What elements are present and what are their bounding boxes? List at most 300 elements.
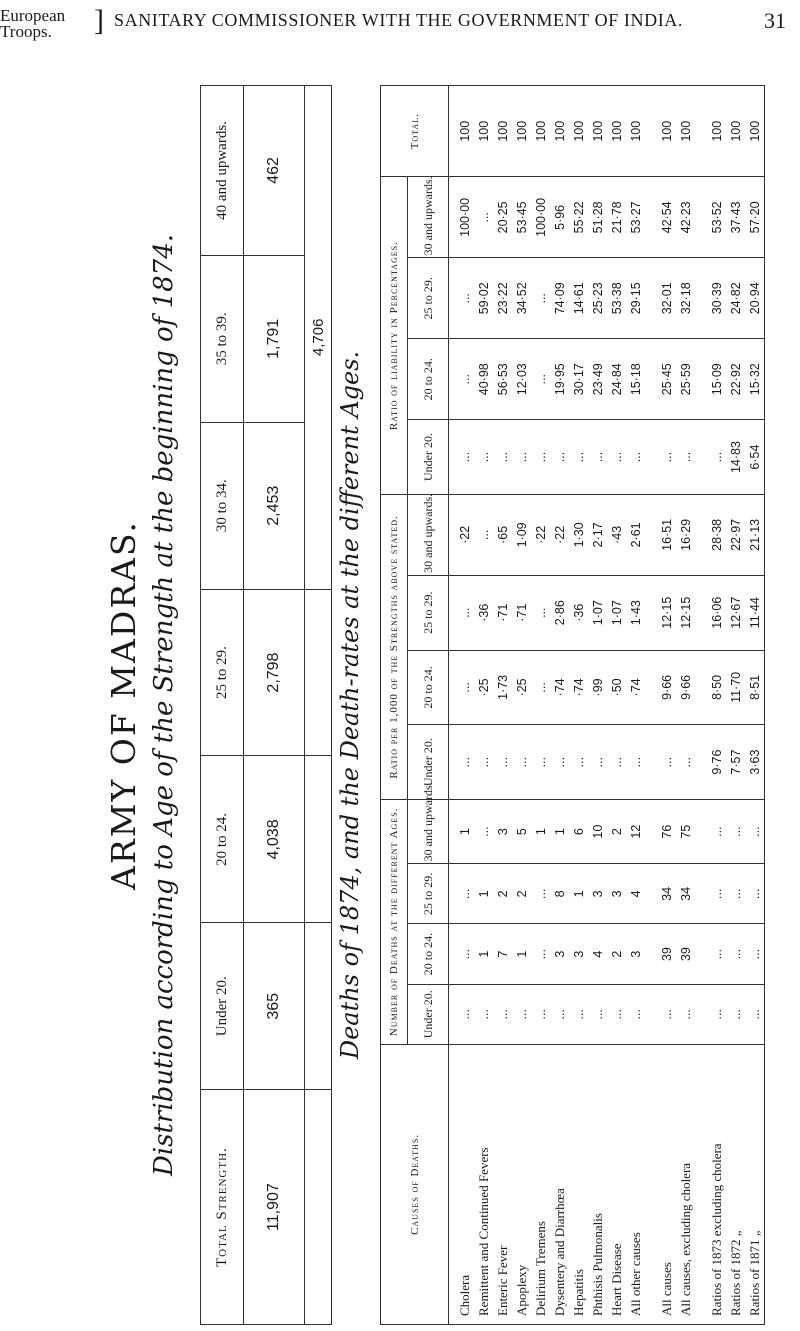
ratio-cell: 9·66 (676, 650, 695, 725)
total-cell: 100 (657, 86, 676, 177)
liability-cell: ... (455, 339, 474, 420)
liability-cell: 20·25 (493, 177, 512, 258)
total-cell: 100 (726, 86, 745, 177)
ratio-cell: ... (455, 650, 474, 725)
strength-20-24: 4,038 (244, 756, 305, 923)
liability-cell: ... (657, 420, 676, 495)
ratio-age-header: 25 to 29. (408, 575, 449, 650)
deaths-cell: ... (569, 984, 588, 1044)
table2-title: Deaths of 1874, and the Death-rates at the different Ages. (336, 350, 364, 1060)
ratio-cell: 16·51 (657, 494, 676, 575)
deaths-cell: ... (745, 799, 765, 863)
liability-cell: 22·92 (726, 339, 745, 420)
liability-cell: 5·96 (550, 177, 569, 258)
spacer-cell (645, 420, 657, 495)
liability-cell: ... (531, 258, 550, 339)
liability-cell: 53·27 (626, 177, 645, 258)
table-row (657, 86, 676, 1325)
deaths-cell: 2 (493, 864, 512, 924)
spacer-cell (695, 924, 707, 984)
total-cell: 100 (512, 86, 531, 177)
section-label (0, 8, 65, 40)
liability-cell: 100·00 (455, 177, 474, 258)
strength-header-total: Total Strength. (201, 1090, 244, 1325)
liability-cell: 14·83 (726, 420, 745, 495)
liability-cell: 15·09 (707, 339, 726, 420)
liability-cell: 6·54 (745, 420, 765, 495)
cause-label: Cholera (455, 1044, 474, 1324)
deaths-cell: 75 (676, 799, 695, 863)
deaths-cell: ... (726, 924, 745, 984)
spacer-cell (695, 494, 707, 575)
spacer-cell (695, 1044, 707, 1324)
deaths-cell: ... (455, 864, 474, 924)
cause-label: Apoplexy (512, 1044, 531, 1324)
deaths-cell: ... (707, 864, 726, 924)
spacer-cell (695, 984, 707, 1044)
total-cell: 100 (745, 86, 765, 177)
spacer-cell (695, 420, 707, 495)
ratio-cell: ·50 (607, 650, 626, 725)
ratio-cell: ·74 (550, 650, 569, 725)
ratio-cell: 2·17 (588, 494, 607, 575)
strength-table (200, 85, 332, 1325)
deaths-cell: ... (550, 984, 569, 1044)
ratio-cell: ... (588, 725, 607, 800)
cause-label: All causes, excluding cholera (676, 1044, 695, 1324)
spacer-cell (695, 177, 707, 258)
liability-cell: 25·23 (588, 258, 607, 339)
spacer-cell (695, 258, 707, 339)
ratio-cell: ·25 (512, 650, 531, 725)
liability-cell: 59·02 (474, 258, 493, 339)
spacer-cell (645, 924, 657, 984)
liability-cell: 29·15 (626, 258, 645, 339)
table-row (676, 86, 695, 1325)
liability-cell: ... (607, 420, 626, 495)
spacer-cell (645, 725, 657, 800)
deaths-table (380, 85, 765, 1325)
deaths-cell: ... (531, 984, 550, 1044)
deaths-age-header: 25 to 29. (408, 864, 449, 924)
spacer-cell (645, 177, 657, 258)
table-row (607, 86, 626, 1325)
deaths-cell: 12 (626, 799, 645, 863)
liability-cell: 25·45 (657, 339, 676, 420)
ratio-cell: 12·15 (676, 575, 695, 650)
deaths-group-header: Number of Deaths at the different Ages. (381, 799, 408, 1044)
cause-label: Enteric Fever (493, 1044, 512, 1324)
liability-cell: 57·20 (745, 177, 765, 258)
liability-cell: 15·32 (745, 339, 765, 420)
liability-cell: 24·82 (726, 258, 745, 339)
spacer-cell (695, 650, 707, 725)
liability-cell: 51·28 (588, 177, 607, 258)
ratio-cell: 22·97 (726, 494, 745, 575)
spacer-cell (645, 494, 657, 575)
ratio-cell: 12·15 (657, 575, 676, 650)
deaths-cell: 1 (474, 924, 493, 984)
spacer-cell (695, 799, 707, 863)
deaths-cell: 2 (607, 924, 626, 984)
liability-cell: ... (550, 420, 569, 495)
spacer-cell (695, 725, 707, 800)
liability-cell: ... (676, 420, 695, 495)
deaths-cell: ... (707, 984, 726, 1044)
deaths-cell: ... (707, 924, 726, 984)
strength-total: 11,907 (244, 1090, 305, 1325)
spacer-cell (695, 339, 707, 420)
liability-cell: 100·00 (531, 177, 550, 258)
table-row (474, 86, 493, 1325)
table1-title-block (104, 85, 179, 1325)
table-row (569, 86, 588, 1325)
deaths-cell: ... (531, 924, 550, 984)
ratio-cell: ... (474, 494, 493, 575)
total-cell: 100 (550, 86, 569, 177)
cause-label: Phthisis Pulmonalis (588, 1044, 607, 1324)
deaths-age-header: 20 to 24. (408, 924, 449, 984)
deaths-cell: ... (474, 984, 493, 1044)
ratio-cell: ·36 (474, 575, 493, 650)
deaths-cell: 39 (657, 924, 676, 984)
table-row (550, 86, 569, 1325)
table-row (745, 86, 765, 1325)
ratio-cell: ·43 (607, 494, 626, 575)
deaths-cell: ... (455, 984, 474, 1044)
ratio-cell: ·25 (474, 650, 493, 725)
total-cell: 100 (474, 86, 493, 177)
liability-cell: ... (626, 420, 645, 495)
liability-cell: ... (493, 420, 512, 495)
liability-cell: 20·94 (745, 258, 765, 339)
deaths-cell: 4 (588, 924, 607, 984)
ratio-cell: 1·43 (626, 575, 645, 650)
liability-cell: 42·23 (676, 177, 695, 258)
rotated-page-body (104, 85, 794, 1325)
cause-label: Ratios of 1873 excluding cholera (707, 1044, 726, 1324)
liability-cell: ... (455, 258, 474, 339)
liability-cell: 24·84 (607, 339, 626, 420)
ratio-cell: 7·57 (726, 725, 745, 800)
strength-30-34: 2,453 (244, 422, 305, 589)
ratio-cell: ·71 (493, 575, 512, 650)
section-brace: ] (94, 4, 104, 37)
liability-cell: ... (474, 177, 493, 258)
ratio-cell: ... (531, 650, 550, 725)
table-row (726, 86, 745, 1325)
deaths-cell: 2 (607, 799, 626, 863)
deaths-age-header: Under 20. (408, 984, 449, 1044)
ratio-cell: ... (531, 725, 550, 800)
cause-label: Delirium Tremens (531, 1044, 550, 1324)
deaths-cell: 1 (512, 924, 531, 984)
total-cell: 100 (607, 86, 626, 177)
ratio-cell: ... (512, 725, 531, 800)
deaths-cell: ... (512, 984, 531, 1044)
liability-group-header: Ratio of liability in Percentages. (381, 177, 408, 494)
deaths-cell: 3 (607, 864, 626, 924)
deaths-cell: 1 (550, 799, 569, 863)
strength-header-30-34: 30 to 34. (201, 422, 244, 589)
deaths-cell: 3 (588, 864, 607, 924)
strength-35-39: 1,791 (244, 255, 305, 422)
total-header: Total. (381, 86, 449, 177)
cause-label: All other causes (626, 1044, 645, 1324)
total-cell: 100 (676, 86, 695, 177)
spacer-cell (645, 1044, 657, 1324)
liability-cell: 42·54 (657, 177, 676, 258)
ratio-cell: ·36 (569, 575, 588, 650)
deaths-cell: 1 (474, 864, 493, 924)
ratio-cell: 21·13 (745, 494, 765, 575)
spacer-cell (695, 86, 707, 177)
deaths-cell: ... (588, 984, 607, 1044)
spacer-cell (645, 339, 657, 420)
ratio-cell: 1·73 (493, 650, 512, 725)
liability-cell: 30·39 (707, 258, 726, 339)
ratio-cell: 8·50 (707, 650, 726, 725)
ratio-cell: 9·66 (657, 650, 676, 725)
row-spacer (645, 86, 657, 1325)
ratio-cell: ... (550, 725, 569, 800)
cause-label: Dysentery and Diarrhœa (550, 1044, 569, 1324)
deaths-cell: 34 (657, 864, 676, 924)
liability-cell: 53·38 (607, 258, 626, 339)
deaths-cell: ... (707, 799, 726, 863)
cause-label: Remittent and Continued Fevers (474, 1044, 493, 1324)
liability-cell: 34·52 (512, 258, 531, 339)
deaths-cell: 6 (569, 799, 588, 863)
ratio-cell: ... (676, 725, 695, 800)
deaths-cell: ... (455, 924, 474, 984)
deaths-cell: ... (474, 799, 493, 863)
liability-cell: 14·61 (569, 258, 588, 339)
liability-cell: ... (569, 420, 588, 495)
spacer-cell (645, 575, 657, 650)
deaths-cell: 3 (550, 924, 569, 984)
ratio-cell: ·74 (626, 650, 645, 725)
deaths-cell: 1 (569, 864, 588, 924)
deaths-cell: ... (726, 864, 745, 924)
liability-cell: 30·17 (569, 339, 588, 420)
total-cell: 100 (455, 86, 474, 177)
ratio-cell: 11·70 (726, 650, 745, 725)
total-cell: 100 (707, 86, 726, 177)
strength-spacer (305, 589, 332, 756)
cause-label: Ratios of 1872 „ (726, 1044, 745, 1324)
strength-under-20: 365 (244, 923, 305, 1090)
total-cell: 100 (531, 86, 550, 177)
total-cell: 100 (626, 86, 645, 177)
table-row (531, 86, 550, 1325)
ratio-cell: ... (657, 725, 676, 800)
ratio-cell: 2·61 (626, 494, 645, 575)
deaths-age-header: 30 and upwards. (408, 799, 449, 863)
liability-cell: 32·18 (676, 258, 695, 339)
ratio-cell: ... (493, 725, 512, 800)
deaths-cell: ... (745, 984, 765, 1044)
ratio-group-header: Ratio per 1,000 of the Strengths above stated. (381, 494, 408, 799)
running-title: SANITARY COMMISSIONER WITH THE GOVERNMENT OF INDIA. (114, 10, 683, 30)
liability-cell: 55·22 (569, 177, 588, 258)
ratio-cell: 8·51 (745, 650, 765, 725)
liability-cell: ... (588, 420, 607, 495)
liability-age-header: Under 20. (408, 420, 449, 495)
page-number: 31 (764, 8, 786, 33)
strength-spacer (305, 1090, 332, 1325)
liability-cell: ... (707, 420, 726, 495)
deaths-cell: 10 (588, 799, 607, 863)
deaths-cell: ... (676, 984, 695, 1044)
deaths-cell: 4 (626, 864, 645, 924)
deaths-cell: ... (657, 984, 676, 1044)
deaths-cell: ... (726, 799, 745, 863)
ratio-cell: ·22 (550, 494, 569, 575)
liability-cell: 37·43 (726, 177, 745, 258)
table-row (455, 86, 474, 1325)
deaths-cell: 3 (569, 924, 588, 984)
strength-combined-30-plus: 4,706 (305, 86, 332, 590)
army-heading: ARMY OF MADRAS. (104, 520, 143, 890)
liability-cell: 12·03 (512, 339, 531, 420)
strength-spacer (305, 756, 332, 923)
ratio-cell: ·65 (493, 494, 512, 575)
strength-header-25-29: 25 to 29. (201, 589, 244, 756)
ratio-cell: ·99 (588, 650, 607, 725)
spacer-cell (695, 864, 707, 924)
liability-cell: ... (531, 420, 550, 495)
ratio-cell: 1·07 (607, 575, 626, 650)
total-cell: 100 (493, 86, 512, 177)
liability-cell: 32·01 (657, 258, 676, 339)
deaths-cell: ... (745, 924, 765, 984)
spacer-cell (645, 864, 657, 924)
spacer-cell (645, 86, 657, 177)
total-cell: 100 (588, 86, 607, 177)
deaths-cell: 3 (493, 799, 512, 863)
liability-age-header: 25 to 29. (408, 258, 449, 339)
table-row (493, 86, 512, 1325)
ratio-cell: ... (569, 725, 588, 800)
deaths-cell: 2 (512, 864, 531, 924)
deaths-cell: 3 (626, 924, 645, 984)
ratio-cell: 1·09 (512, 494, 531, 575)
ratio-cell: ·22 (531, 494, 550, 575)
strength-header-40-up: 40 and upwards. (201, 86, 244, 256)
spacer-cell (645, 650, 657, 725)
strength-40-up: 462 (244, 86, 305, 256)
spacer-cell (645, 984, 657, 1044)
strength-25-29: 2,798 (244, 589, 305, 756)
deaths-table-body (381, 86, 765, 1325)
strength-spacer (305, 923, 332, 1090)
total-cell: 100 (569, 86, 588, 177)
liability-age-header: 30 and upwards. (408, 177, 449, 258)
spacer-cell (695, 575, 707, 650)
deaths-cell: 34 (676, 864, 695, 924)
liability-cell: 40·98 (474, 339, 493, 420)
spacer-cell (645, 799, 657, 863)
deaths-cell: ... (531, 864, 550, 924)
ratio-cell: ... (607, 725, 626, 800)
deaths-cell: ... (626, 984, 645, 1044)
liability-cell: 21·78 (607, 177, 626, 258)
ratio-cell: ·74 (569, 650, 588, 725)
liability-cell: 25·59 (676, 339, 695, 420)
liability-cell: 56·53 (493, 339, 512, 420)
table-row (707, 86, 726, 1325)
table-row (588, 86, 607, 1325)
ratio-cell: 2·86 (550, 575, 569, 650)
ratio-cell: ... (531, 575, 550, 650)
ratio-cell: 12·67 (726, 575, 745, 650)
ratio-cell: 11·44 (745, 575, 765, 650)
ratio-cell: 16·29 (676, 494, 695, 575)
liability-cell: ... (512, 420, 531, 495)
section-label-line-2: Troops. (0, 22, 52, 41)
liability-cell: ... (474, 420, 493, 495)
causes-header: Causes of Deaths. (381, 1044, 449, 1324)
ratio-cell: 3·63 (745, 725, 765, 800)
ratio-cell: 1·30 (569, 494, 588, 575)
ratio-cell: ·22 (455, 494, 474, 575)
row-spacer (695, 86, 707, 1325)
deaths-cell: 1 (455, 799, 474, 863)
ratio-age-header: Under 20. (408, 725, 449, 800)
ratio-cell: ... (474, 725, 493, 800)
ratio-cell: 16·06 (707, 575, 726, 650)
strength-header-under-20: Under 20. (201, 923, 244, 1090)
deaths-cell: ... (726, 984, 745, 1044)
spacer-cell (645, 258, 657, 339)
liability-cell: 19·95 (550, 339, 569, 420)
table1-subtitle: Distribution according to Age of the Strength at the beginning of 1874. (149, 233, 179, 1177)
liability-age-header: 20 to 24. (408, 339, 449, 420)
liability-cell: 23·22 (493, 258, 512, 339)
table-row (512, 86, 531, 1325)
deaths-cell: 39 (676, 924, 695, 984)
cause-label: Ratios of 1871 „ (745, 1044, 765, 1324)
liability-cell: 23·49 (588, 339, 607, 420)
liability-cell: ... (531, 339, 550, 420)
ratio-cell: ·71 (512, 575, 531, 650)
deaths-cell: 8 (550, 864, 569, 924)
table-row (626, 86, 645, 1325)
deaths-cell: ... (607, 984, 626, 1044)
ratio-age-header: 20 to 24. (408, 650, 449, 725)
ratio-cell: ... (455, 725, 474, 800)
deaths-cell: ... (493, 984, 512, 1044)
deaths-cell: 7 (493, 924, 512, 984)
liability-cell: 15·18 (626, 339, 645, 420)
deaths-cell: 5 (512, 799, 531, 863)
strength-header-20-24: 20 to 24. (201, 756, 244, 923)
cause-label: Heart Disease (607, 1044, 626, 1324)
ratio-age-header: 30 and upwards. (408, 494, 449, 575)
ratio-cell: 1·07 (588, 575, 607, 650)
liability-cell: 53·52 (707, 177, 726, 258)
deaths-cell: ... (745, 864, 765, 924)
strength-header-35-39: 35 to 39. (201, 255, 244, 422)
ratio-cell: ... (455, 575, 474, 650)
liability-cell: ... (455, 420, 474, 495)
deaths-cell: 1 (531, 799, 550, 863)
deaths-cell: 76 (657, 799, 676, 863)
ratio-cell: ... (626, 725, 645, 800)
ratio-cell: 28·38 (707, 494, 726, 575)
liability-cell: 53·45 (512, 177, 531, 258)
